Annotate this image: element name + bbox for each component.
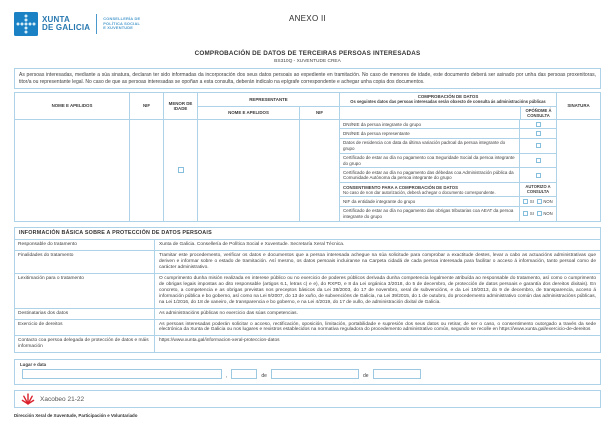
consent-si-checkbox-2[interactable]: [523, 211, 528, 216]
si-label: SI: [529, 211, 534, 217]
consent-item-label: Certificado de estar ao día no pagamento das obrigas tributarias coa AEAT da persoa integrante do grupo: [340, 207, 520, 221]
consulta-item-label: DNI/NIE da persoa representante: [340, 129, 520, 137]
sinatura-cell[interactable]: [557, 120, 600, 221]
consulta-item-label: Datos de residencia con data da última variación padroal da persoa integrante do grupo: [340, 139, 520, 153]
non-label: NON: [543, 211, 553, 217]
consent-header-text: [340, 183, 520, 196]
col-header-nif: NIF: [130, 93, 164, 120]
consulta-item-label: DNI/NIE da persoa integrante do grupo: [340, 120, 520, 128]
representante-nome-cell[interactable]: [198, 120, 300, 221]
privacy-row-label: Exercicio de dereitos: [15, 320, 155, 336]
consent-note: No caso de non dar autorización, deberá achegar o documento correspondente.: [343, 189, 496, 195]
menor-idade-cell: [164, 120, 198, 221]
de-separator: de: [261, 373, 267, 380]
comprobacion-subtitle: Os seguintes datos das persoas interesadas serán obxecto de consulta ás administracións públicas: [350, 99, 546, 105]
dept-line2: POLÍTICA SOCIAL: [103, 20, 141, 26]
xacobeo-footer: [14, 390, 601, 408]
consulta-items-list: [340, 120, 557, 221]
privacy-row: [15, 251, 600, 274]
col-header-nome: NOME E APELIDOS: [15, 93, 130, 120]
consent-title: CONSENTIMENTO PARA A COMPROBACIÓN DE DATOS: [343, 184, 458, 190]
dept-line1: CONSELLERÍA DE: [103, 15, 141, 21]
privacy-row: [15, 320, 600, 337]
col-header-menor-idade: MENOR DE IDADE: [164, 93, 198, 120]
consulta-item-label: Certificado de estar ao día no pagamento coa Seguridade Social da persoa integrante do grupo: [340, 154, 520, 168]
nif-cell[interactable]: [130, 120, 164, 221]
place-input[interactable]: [22, 369, 222, 379]
brand-line1: XUNTA: [42, 14, 70, 24]
menor-idade-checkbox[interactable]: [178, 167, 184, 173]
privacy-row-value: As administracións públicas no exercicio das súas competencias.: [159, 310, 298, 316]
consulta-item-row: [340, 129, 556, 138]
authorize-header: AUTORIZO A CONSULTA: [525, 183, 551, 194]
col-header-oponome: OPÓÑOME Á CONSULTA: [521, 107, 557, 120]
xacobeo-label: Xacobeo 21-22: [40, 395, 85, 403]
data-verification-table: [14, 92, 601, 222]
consent-header-row: [340, 183, 556, 197]
comprobacion-spacer-cell: [340, 107, 521, 120]
consulta-item-row: [340, 139, 556, 154]
privacy-row-value: Xunta de Galicia. Consellería de Política Social e Xuventude. Secretaría Xeral Técnica.: [159, 241, 345, 247]
si-label: SI: [529, 199, 534, 205]
place-date-label: Lugar e data: [20, 362, 47, 368]
consent-item-label: NIF da entidade integrante do grupo: [340, 197, 520, 205]
privacy-row-label: Contacto coa persoa delegada de protección de datos e máis información: [15, 336, 155, 352]
day-input[interactable]: [231, 369, 257, 379]
consulta-item-label: Certificado de estar ao día no pagamento das débedas coa Administración pública da Comunidade Autónoma da persoa integrante do grupo: [340, 168, 520, 182]
privacy-row: [15, 309, 600, 320]
nome-apelidos-cell[interactable]: [15, 120, 130, 221]
oponome-checkbox-5[interactable]: [536, 173, 541, 178]
procedure-code: BS310Q - XUVENTUDE CREA: [274, 59, 341, 64]
privacy-row-label: Destinatarias dos datos: [15, 309, 155, 319]
comprobacion-title: COMPROBACIÓN DE DATOS: [417, 94, 479, 99]
de-separator: de: [362, 373, 369, 380]
privacy-row-value: https://www.xunta.gal/informacion-xeral-proteccion-datos: [159, 338, 280, 344]
privacy-title: INFORMACIÓN BÁSICA SOBRE A PROTECCIÓN DE DATOS PERSOAIS: [15, 228, 600, 240]
oponome-checkbox-4[interactable]: [536, 158, 541, 163]
privacy-row-value: Tramitar este procedemento, verificar os datos e documentos que a persoa interesada achegue na súa solicitude para comprobar a exactitude destes, levar a cabo as actuacións administrativas que deriven e informar sobre o estado de tramitación. Así mesmo, os datos persoais incluiranse na Carpeta cidadá de cada persoa interesada para facilitar o acceso á información, tanto persoal como de carácter administrativo.: [159, 252, 596, 270]
dept-line3: E XUVENTUDE: [103, 25, 134, 31]
oponome-checkbox-3[interactable]: [536, 143, 541, 148]
privacy-row-value: O cumprimento dunha misión realizada en interese público ou no exercicio de poderes públicos derivada dunha competencia legalmente atribuída ao responsable do tratamento, así como o cumprimento de obrigas legais impostas ao dito responsable (artigos 6.1, letras c) e e), do RXPD, e 8 da Lei orgánica 3/2018, do 5 de decembro, de protección de datos persoais e garantía dos dereitos dixitais). En concreto, a competencia e as obrigas previstas nos preceptos básicos da Lei 38/2003, do 17 de novembro, xeral de subvencións, e da Lei 19/2013, do 9 de decembro, de transparencia, acceso á información pública e bo goberno, así como na Lei 9/2007, do 13 de xuño, de subvencións de Galicia, na Lei 39/2015, do 1 de outubro, do procedemento administrativo común das administracións públicas, na Lei 1/2016, do 18 de xaneiro, de transparencia e bo goberno, e na Lei 4/2019, do 17 de xullo, de administración dixital de Galicia.: [159, 275, 596, 305]
consent-item-row: [340, 197, 556, 206]
page-header: [14, 12, 601, 46]
year-input[interactable]: [373, 369, 421, 379]
document-title: COMPROBACIÓN DE DATOS DE TERCEIRAS PERSOAS INTERESADAS: [194, 50, 421, 57]
privacy-row: [15, 336, 600, 352]
privacy-row-label: Finalidades do tratamento: [15, 251, 155, 273]
consent-non-checkbox-1[interactable]: [537, 199, 542, 204]
consulta-item-row: [340, 120, 556, 129]
comma-separator: ,: [226, 373, 228, 380]
privacy-row-value: As persoas interesadas poderán solicitar o acceso, rectificación, oposición, limitación, portabilidade e supresión dos seus datos ou retirar, de ser o caso, o consentimento outorgado a través da sede electrónica da Xunta de Galicia ou nos lugares e rexistros establecidos na normativa reguladora do procedemento administrativo común, segundo se recolle en https://www.xunta.gal/exercicio-de-dereitos: [159, 321, 596, 333]
direction-label: Dirección Xeral de Xuventude, Participación e Voluntariado: [14, 413, 138, 419]
place-date-section: [14, 359, 601, 385]
consulta-item-row: [340, 168, 556, 183]
non-label: NON: [543, 199, 553, 205]
xacobeo-shell-icon: [21, 392, 35, 406]
month-input[interactable]: [271, 369, 359, 379]
privacy-row-label: Responsable do tratamento: [15, 240, 155, 250]
consent-si-checkbox-1[interactable]: [523, 199, 528, 204]
oponome-checkbox-1[interactable]: [536, 122, 541, 127]
col-header-comprobacion: [340, 93, 557, 107]
consulta-item-row: [340, 154, 556, 169]
consent-item-row: [340, 207, 556, 221]
privacy-row-label: Lexitimación para o tratamento: [15, 274, 155, 308]
col-header-sinatura: SINATURA: [557, 93, 600, 120]
col-header-rep-nif: NIF: [300, 107, 340, 120]
privacy-row: [15, 274, 600, 309]
col-header-rep-nome: NOME E APELIDOS: [198, 107, 300, 120]
privacy-row: [15, 240, 600, 251]
representante-nif-cell[interactable]: [300, 120, 340, 221]
privacy-info-section: [14, 227, 601, 354]
oponome-checkbox-2[interactable]: [536, 131, 541, 136]
brand-line2: DE GALICIA: [42, 23, 91, 32]
consent-non-checkbox-2[interactable]: [537, 211, 542, 216]
col-header-representante: REPRESENTANTE: [198, 93, 340, 107]
annex-label: ANEXO II: [288, 14, 327, 23]
intro-paragraph: As persoas interesadas, mediante a súa sinatura, declaran ter sido informadas da incorporación dos seus datos persoais ao expediente en tramitación. No caso de menores de idade, este documento deberá ser asinado por unha das persoas proxenitoras, titor/a ou representante legal. No caso de que as persoas interesadas se opoñan a esta consulta, deberán indicalo na epígrafe correspondente e achegar unha copia dos documentos.: [14, 68, 601, 89]
